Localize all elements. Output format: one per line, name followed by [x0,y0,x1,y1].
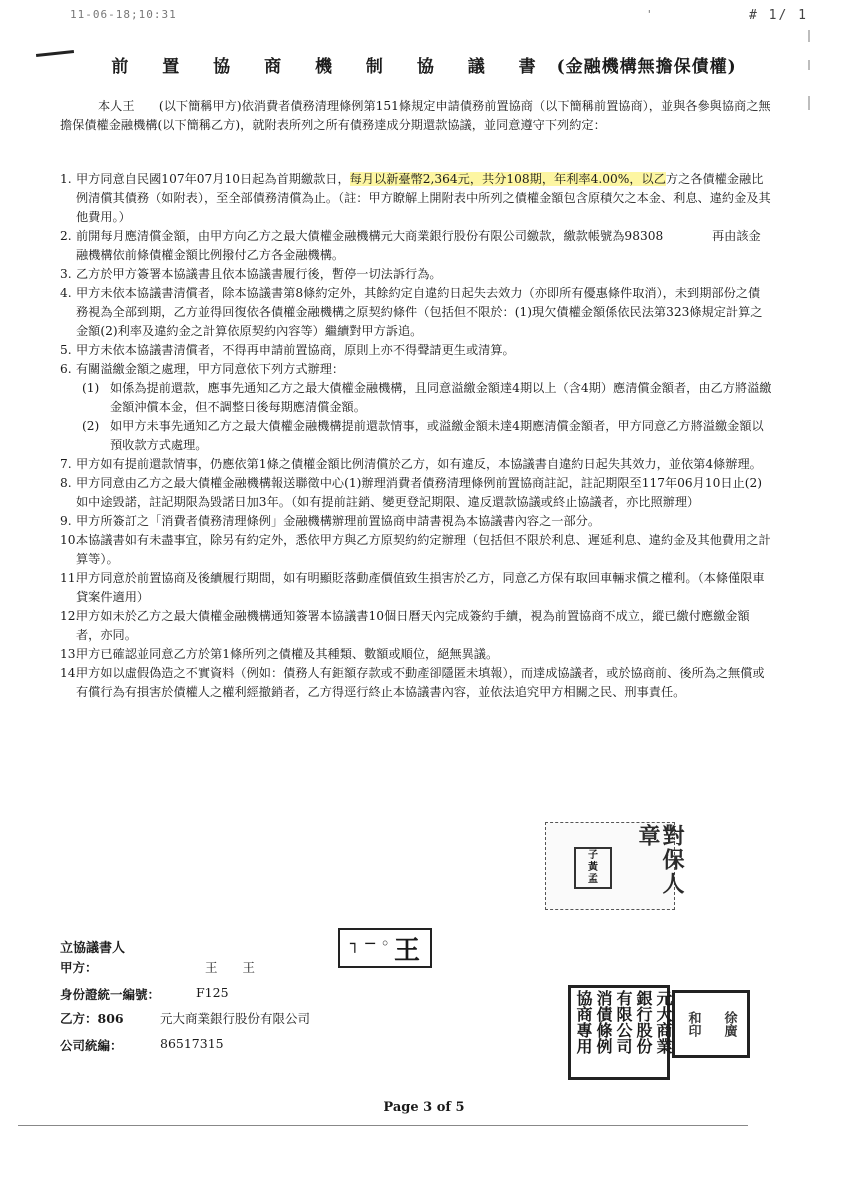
clause-number: 5. [60,343,72,357]
company-id-row [60,1036,224,1054]
clause-number: 9. [60,514,72,528]
fax-page-number: # 1/ 1 [749,8,808,23]
title-suffix: (金融機構無擔保債權) [556,57,737,77]
clause-5 [60,341,772,360]
clause-6-sub-2 [60,417,772,455]
bottom-rule [18,1125,748,1126]
clause-text: 方之各債權金融比例清償其債務（如附表），至全部債務清償為止。（註：甲方瞭解上開附表中所列之債權金額包含原積欠之本金、利息、違約金及其他費用。） [76,172,771,224]
clause-text: 甲方如有提前還款情事，仍應依第1條之債權金額比例清償於乙方，如有違反，本協議書自違約日起失其效力，並依第4條辦理。 [76,457,762,471]
clause-12 [60,607,772,645]
sub-text: 如係為提前還款，應事先通知乙方之最大債權金融機構，且同意溢繳金額達4期以上（含4期）應清償金額者，由乙方將溢繳金額沖償本金，但不調整日後每期應清償金額。 [110,381,772,414]
page-footer: Page 3 of 5 [383,1100,465,1115]
party-a-row [60,958,256,976]
clause-number: 8. [60,476,72,490]
clause-list [60,170,772,702]
party-b-name: 元大商業銀行股份有限公司 [160,1011,311,1026]
party-b-row [60,1009,311,1027]
scan-edge-mark [808,96,810,110]
clause-number: 13. [60,647,80,661]
intro-text: 本人王 (以下簡稱甲方)依消費者債務清理條例第151條規定申請債務前置協商（以下簡稱前置協商），並與各參與協商之無擔保債權金融機構(以下簡稱乙方)，就附表所列之所有債務達成分期還款協議，並同意遵守下列約定： [60,99,771,132]
clause-text: 甲方同意由乙方之最大債權金融機構報送聯徵中心(1)辦理消費者債務清理條例前置協商註記，註記期限至117年06月10日止(2)如中途毀諾，註記期限為毀諾日加3年。（如有提前註銷、變更登記期限、違反還款協議或終止協議者，亦比照辦理） [76,476,762,509]
clause-number: 11. [60,571,80,585]
id-number-label: 身份證統一編號： [60,987,161,1002]
seal-char: 孟 [588,874,598,885]
stamp-char: 王 [394,936,421,966]
clause-text: 甲方如以虛假偽造之不實資料（例如：債務人有鉅額存款或不動產卻隱匿未填報），而達成協議者，或於協商前、後所為之無償或有償行為有損害於債權人之權利經撤銷者，乙方得逕行終止本協議書內容，並依法追究甲方相關之民、刑事責任。 [76,666,765,699]
clause-text: 甲方未依本協議書清償者，除本協議書第8條約定外，其餘約定自違約日起失去效力（亦即所有優惠條件取消），未到期部份之債務視為全部到期，乙方並得回復依各債權金融機構之原契約條件（包括但不限於：(1)現欠債權金額係依民法第323條規定計算之金額(2)利率及違約金之計算依原契約內容等）繼續對甲方訴追。 [76,286,763,338]
clause-text: 甲方同意於前置協商及後續履行期間，如有明顯貶落動產價值致生損害於乙方，同意乙方保有取回車輛求償之權利。（本條僅限車貸案件適用） [76,571,765,604]
clause-2 [60,227,772,265]
sub-text: 如甲方未事先通知乙方之最大債權金融機構提前還款情事，或溢繳金額未達4期應清償金額者，甲方同意乙方將溢繳金額以預收款方式處理。 [110,419,764,452]
id-number-value: F125 [196,985,229,1000]
clause-text: 甲方同意自民國107年07月10日起為首期繳款日， [76,172,350,186]
representative-seal [672,990,750,1058]
clause-number: 4. [60,286,72,300]
party-a-label: 甲方： [60,960,98,975]
clause-6-sub-1 [60,379,772,417]
party-b-label: 乙方：806 [60,1011,124,1026]
clause-number: 7. [60,457,72,471]
clause-8 [60,474,772,512]
clause-number: 3. [60,267,72,281]
clause-number: 6. [60,362,72,376]
clause-text: 甲方所簽訂之「消費者債務清理條例」金融機構辦理前置協商申請書視為本協議書內容之一部分。 [76,514,601,528]
clause-13 [60,645,772,664]
sub-number: (2) [82,419,100,433]
id-number-row [60,985,229,1003]
fax-header [70,8,808,24]
stamp-mark: ┐ ─ ◦ [350,934,390,953]
clause-6 [60,360,772,379]
seal-column: 和印 [685,1011,701,1037]
clause-text: 前開每月應清償金額，由甲方向乙方之最大債權金融機構元大商業銀行股份有限公司繳款，繳款帳號為98308 再由該金融機構依前條債權金額比例撥付乙方各金融機構。 [76,229,761,262]
title-main: 前 置 協 商 機 制 協 議 書 [111,57,550,77]
fax-timestamp: 11-06-18;10:31 [70,8,177,21]
fax-tick: ' [646,8,653,21]
highlighted-payment-terms: 每月以新臺幣2,364元，共分108期，年利率4.00%，以乙 [349,172,666,186]
witness-personal-seal [574,847,612,889]
seal-column: 元大商業 [654,990,673,1054]
clause-number: 14. [60,666,80,680]
clause-9 [60,512,772,531]
party-a-name: 王 王 [205,960,256,975]
clause-number: 2. [60,229,72,243]
clause-text: 乙方於甲方簽署本協議書且依本協議書履行後，暫停一切法訴行為。 [76,267,442,281]
scan-edge-mark [808,30,810,42]
corporate-seal [568,985,673,1080]
seal-column: 有限公司 [614,990,633,1054]
seal-char: 子 [588,850,598,861]
signatory-heading: 立協議書人 [60,941,126,956]
seal-column: 消債條例 [594,990,613,1054]
clause-number: 12. [60,609,80,623]
document-title [0,52,848,77]
clause-14 [60,664,772,702]
party-a-signature-stamp [338,928,432,968]
clause-text: 本協議書如有未盡事宜，除另有約定外，悉依甲方與乙方原契約約定辦理（包括但不限於利息、遲延利息、違約金及其他費用之計算等）。 [76,533,771,566]
witness-seal-label: 對保人章 [635,824,685,896]
seal-column: 銀行股份 [634,990,653,1054]
seal-char: 黃 [588,862,598,873]
company-id-value: 86517315 [160,1036,224,1051]
clause-11 [60,569,772,607]
intro-paragraph [60,97,772,135]
clause-10 [60,531,772,569]
clause-number: 1. [60,172,72,186]
seal-column: 徐廣 [721,1011,737,1037]
clause-text: 有關溢繳金額之處理，甲方同意依下列方式辦理： [76,362,345,376]
sub-number: (1) [82,381,100,395]
clause-3 [60,265,772,284]
clause-1 [60,170,772,227]
clause-text: 甲方如未於乙方之最大債權金融機構通知簽署本協議書10個日曆天內完成簽約手續，視為前置協商不成立，縱已繳付應繳金額者，亦同。 [76,609,750,642]
clause-text: 甲方已確認並同意乙方於第1條所列之債權及其種類、數額或順位，絕無異議。 [76,647,499,661]
clause-number: 10. [60,533,80,547]
clause-4 [60,284,772,341]
company-id-label: 公司統編： [60,1038,123,1053]
clause-7 [60,455,772,474]
clause-text: 甲方未依本協議書清償者，不得再申請前置協商，原則上亦不得聲請更生或清算。 [76,343,515,357]
seal-column: 協商專用 [574,990,593,1054]
